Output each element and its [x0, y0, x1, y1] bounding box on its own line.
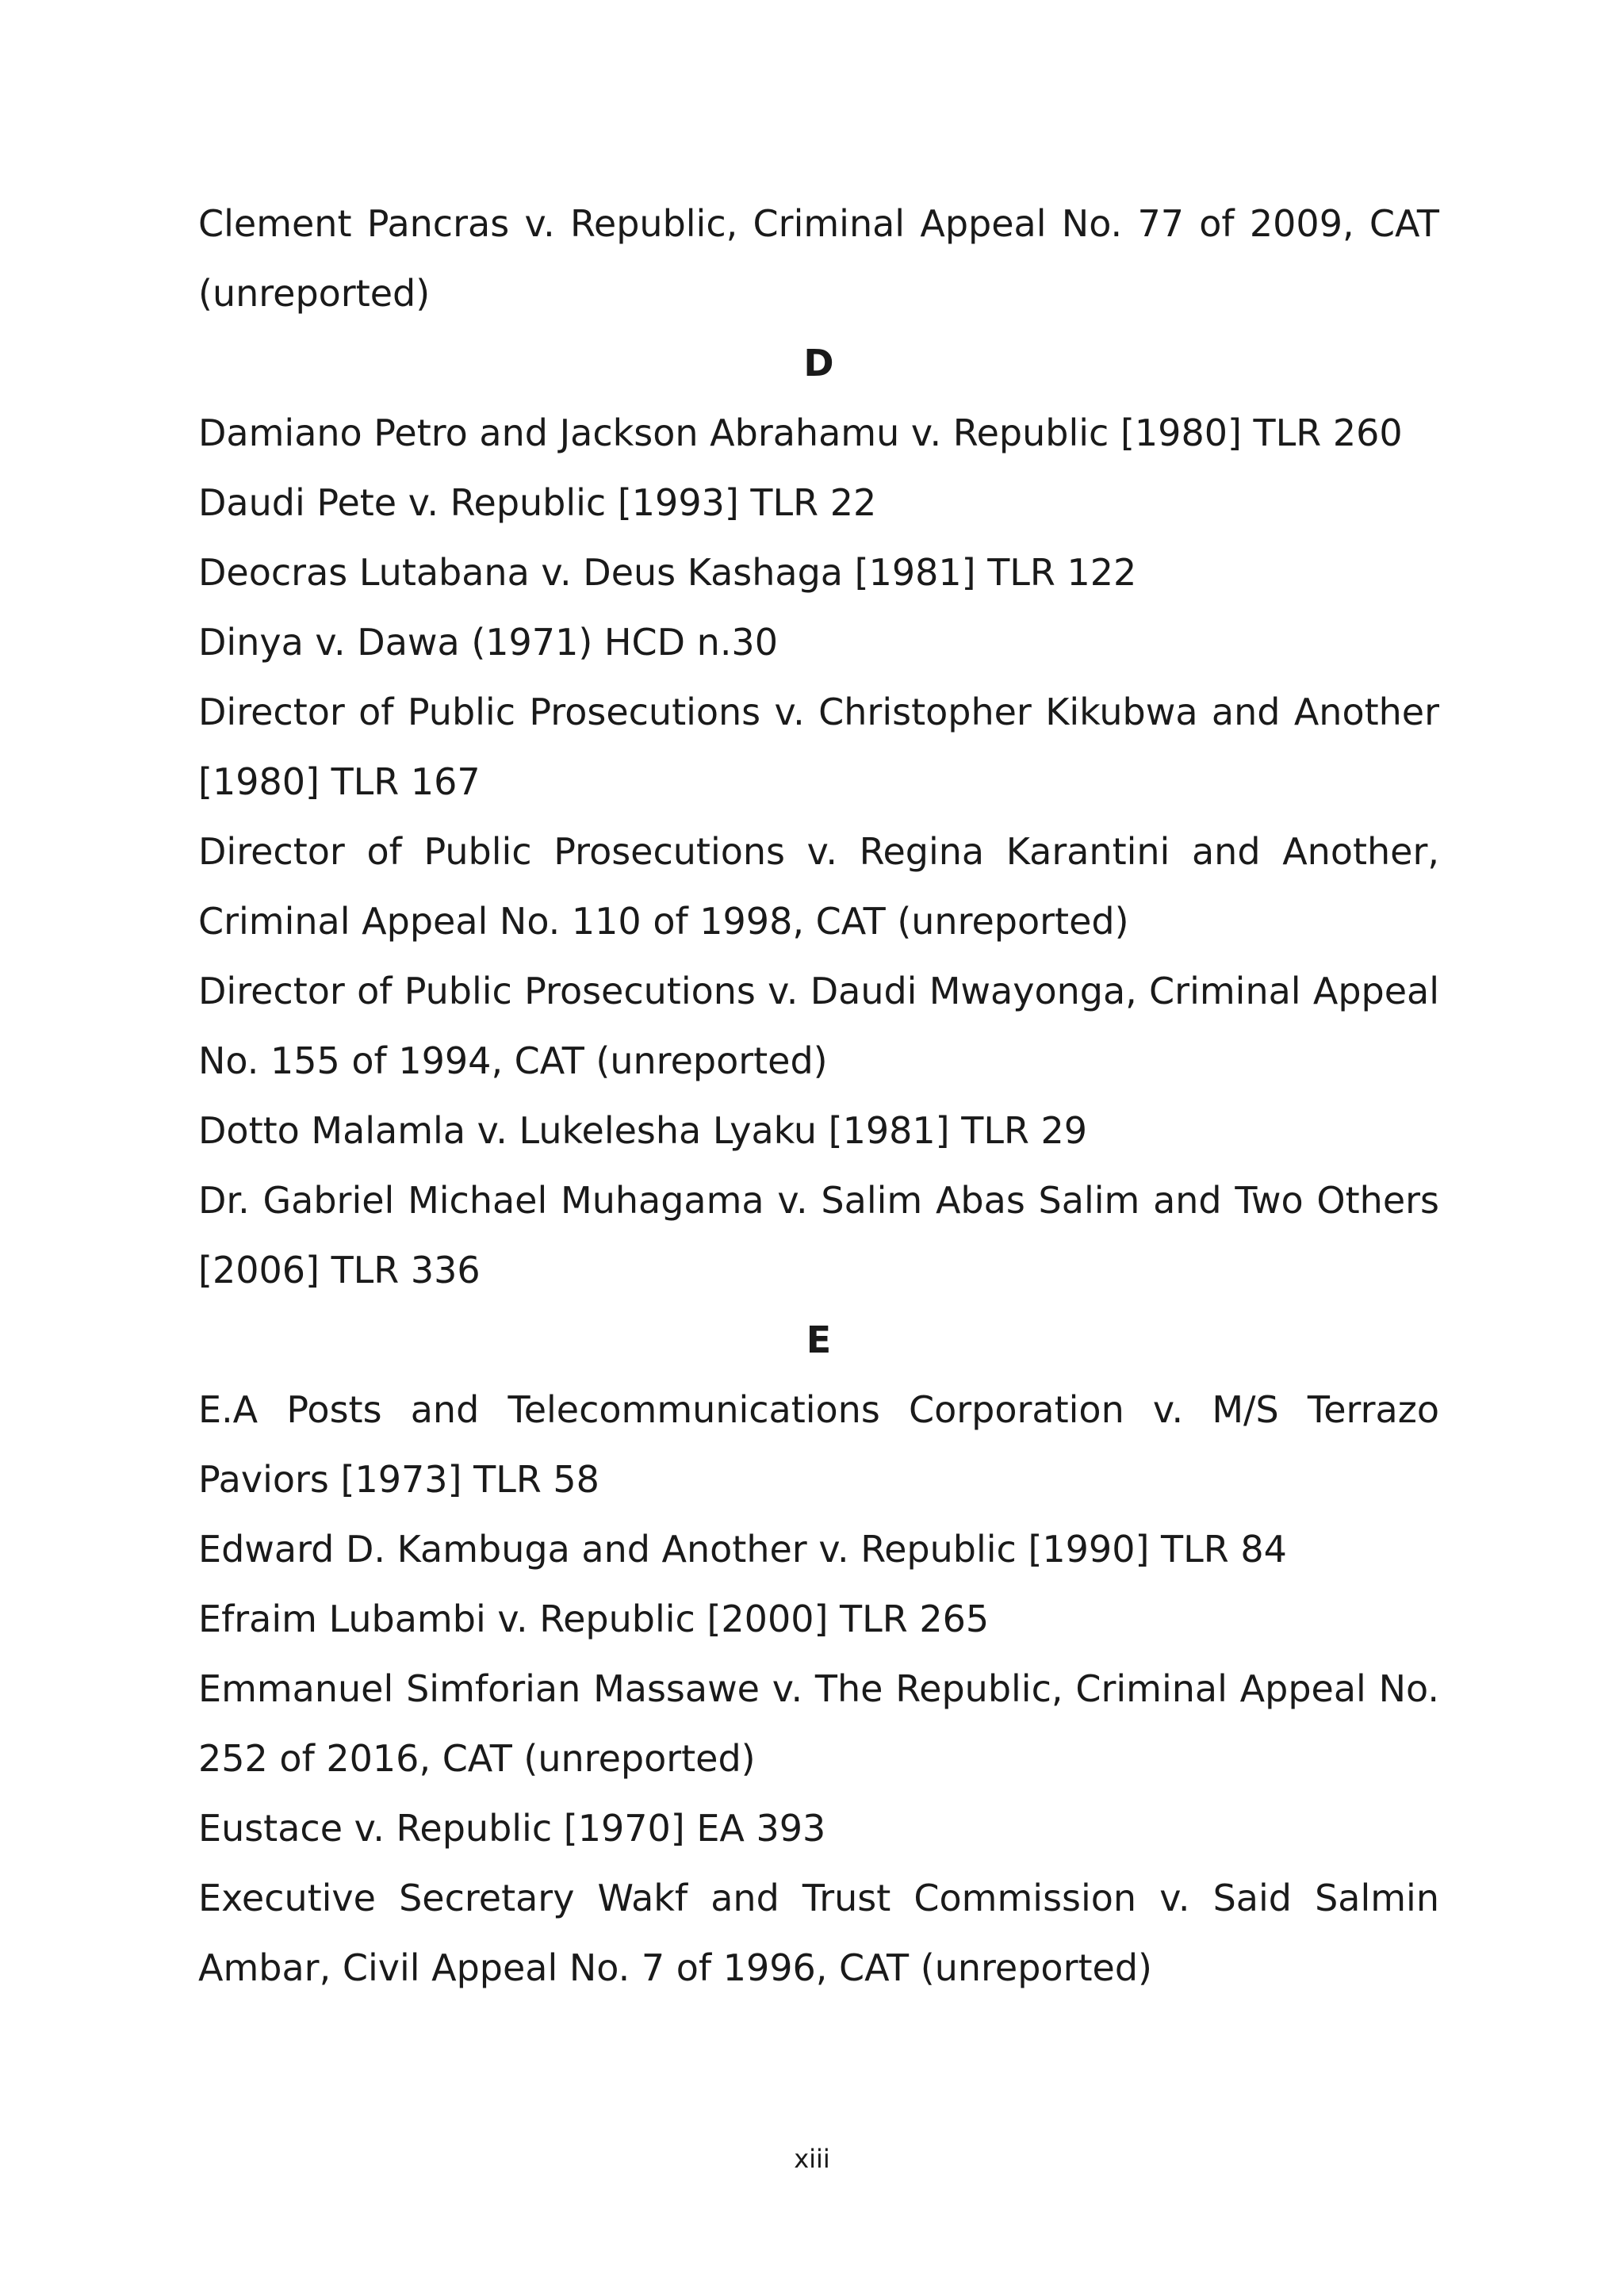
case-entry: Edward D. Kambuga and Another v. Republic [1990] TLR 84	[198, 1528, 1287, 1571]
case-entry: Efraim Lubambi v. Republic [2000] TLR 265	[198, 1598, 990, 1640]
case-entry: E.A Posts and Telecommunications Corporation v. M/S Terrazo Paviors [1973] TLR 58	[198, 1388, 1439, 1501]
page-number: xiii	[794, 2144, 830, 2174]
case-entry: Dotto Malamla v. Lukelesha Lyaku [1981] TLR 29	[198, 1109, 1088, 1152]
table-of-cases	[198, 189, 1439, 2003]
case-entry: Director of Public Prosecutions v. Daudi Mwayonga, Criminal Appeal No. 155 of 1994, CAT (unreported)	[198, 970, 1439, 1082]
case-entry: Dinya v. Dawa (1971) HCD n.30	[198, 621, 778, 664]
case-entry: Eustace v. Republic [1970] EA 393	[198, 1807, 826, 1850]
case-entry: Damiano Petro and Jackson Abrahamu v. Republic [1980] TLR 260	[198, 411, 1403, 454]
case-entry: Deocras Lutabana v. Deus Kashaga [1981] TLR 122	[198, 551, 1137, 594]
case-entry: Director of Public Prosecutions v. Christopher Kikubwa and Another [1980] TLR 167	[198, 691, 1439, 803]
case-entry: Dr. Gabriel Michael Muhagama v. Salim Abas Salim and Two Others [2006] TLR 336	[198, 1179, 1439, 1292]
section-heading-d: D	[803, 342, 834, 385]
case-entry: Daudi Pete v. Republic [1993] TLR 22	[198, 481, 877, 524]
case-entry: Executive Secretary Wakf and Trust Commission v. Said Salmin Ambar, Civil Appeal No. 7 of 1996, CAT (unreported)	[198, 1877, 1439, 1989]
section-heading-e: E	[806, 1318, 832, 1361]
case-entry: Clement Pancras v. Republic, Criminal Appeal No. 77 of 2009, CAT (unreported)	[198, 202, 1439, 315]
case-entry: Emmanuel Simforian Massawe v. The Republic, Criminal Appeal No. 252 of 2016, CAT (unreported)	[198, 1667, 1439, 1780]
case-entry: Director of Public Prosecutions v. Regina Karantini and Another, Criminal Appeal No. 110 of 1998, CAT (unreported)	[198, 830, 1439, 943]
